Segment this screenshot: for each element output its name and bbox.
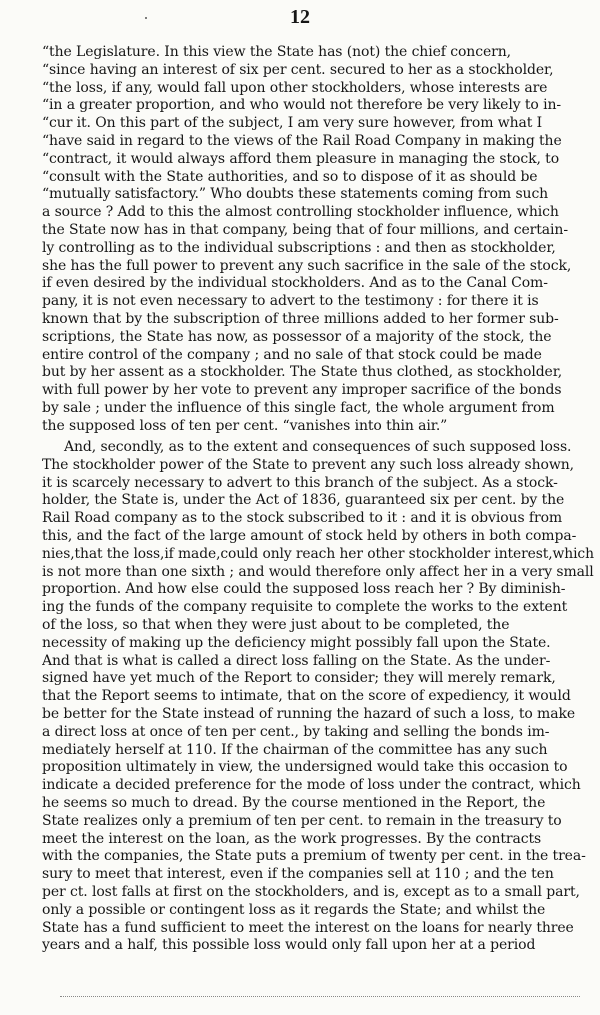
text-line: “mutually satisfactory.” Who doubts these statements coming from such xyxy=(42,186,549,203)
text-line: signed have yet much of the Report to consider; they will merely remark, xyxy=(42,670,556,687)
text-line: be better for the State instead of running the hazard of such a loss, to make xyxy=(42,705,576,722)
text-line: ly controlling as to the individual subscriptions : and then as stockholder, xyxy=(42,239,556,256)
text-line: “since having an interest of six per cent. secured to her as a stockholder, xyxy=(42,61,554,78)
text-line: a direct loss at once of ten per cent., by taking and selling the bonds im- xyxy=(42,723,550,740)
text-line: ing the funds of the company requisite to complete the works to the extent xyxy=(42,599,568,616)
text-line: “consult with the State authorities, and so to dispose of it as should be xyxy=(42,168,538,185)
text-line: the supposed loss of ten per cent. “vanishes into thin air.” xyxy=(42,417,448,434)
text-line: State has a fund sufficient to meet the interest on the loans for nearly three xyxy=(42,919,574,936)
text-line: proportion. And how else could the supposed loss reach her ? By diminish- xyxy=(42,581,566,598)
text-line: sury to meet that interest, even if the companies sell at 110 ; and the ten xyxy=(42,866,554,883)
text-line: if even desired by the individual stockholders. And as to the Canal Com- xyxy=(42,275,548,292)
text-line: mediately herself at 110. If the chairman of the committee has any such xyxy=(42,741,548,758)
text-line: “the Legislature. In this view the State has (not) the chief concern, xyxy=(42,44,511,60)
text-line: this, and the fact of the large amount of stock held by others in both compa- xyxy=(42,527,577,544)
text-line: nies,that the loss,if made,could only reach her other stockholder interest,which xyxy=(42,545,594,562)
text-line: proposition ultimately in view, the undersigned would take this occasion to xyxy=(42,759,568,776)
text-line: per ct. lost falls at first on the stockholders, and is, except as to a small part, xyxy=(42,883,580,900)
text-line: meet the interest on the loan, as the work progresses. By the contracts xyxy=(42,830,542,847)
text-line: but by her assent as a stockholder. The State thus clothed, as stockholder, xyxy=(42,364,563,381)
text-line: “cur it. On this part of the subject, I am very sure however, from what I xyxy=(42,115,543,132)
text-line: known that by the subscription of three millions added to her former sub- xyxy=(42,310,559,327)
text-line: “the loss, if any, would fall upon other stockholders, whose interests are xyxy=(42,79,548,96)
text-line: with full power by her vote to prevent any improper sacrifice of the bonds xyxy=(42,382,562,399)
ink-speck xyxy=(145,17,147,19)
text-line: The stockholder power of the State to prevent any such loss already shown, xyxy=(42,456,574,473)
text-line: it is scarcely necessary to advert to this branch of the subject. As a stock- xyxy=(42,474,558,491)
text-line: he seems so much to dread. By the course mentioned in the Report, the xyxy=(42,794,546,811)
text-line: by sale ; under the influence of this single fact, the whole argument from xyxy=(42,399,555,416)
text-line: she has the full power to prevent any such sacrifice in the sale of the stock, xyxy=(42,257,572,274)
text-line: years and a half, this possible loss would only fall upon her at a period xyxy=(42,937,536,954)
text-line: necessity of making up the deficiency might possibly fall upon the State. xyxy=(42,634,551,651)
page-number: 12 xyxy=(290,6,310,28)
text-line: the State now has in that company, being that of four millions, and certain- xyxy=(42,221,568,238)
text-line: of the loss, so that when they were just about to be completed, the xyxy=(42,616,510,633)
text-line: a source ? Add to this the almost controlling stockholder influence, which xyxy=(42,204,559,221)
text-line: is not more than one sixth ; and would therefore only affect her in a very small xyxy=(42,563,594,580)
text-line: scriptions, the State has now, as possessor of a majority of the stock, the xyxy=(42,328,552,345)
paragraph-1 xyxy=(42,44,600,436)
text-line: Rail Road company as to the stock subscribed to it : and it is obvious from xyxy=(42,510,563,527)
paragraph-2 xyxy=(42,439,600,955)
text-line: And that is what is called a direct loss falling on the State. As the under- xyxy=(42,652,551,669)
text-line: with the companies, the State puts a premium of twenty per cent. in the trea- xyxy=(42,848,586,865)
text-line: And, secondly, as to the extent and consequences of such supposed loss. xyxy=(64,439,572,455)
text-line: “contract, it would always afford them pleasure in managing the stock, to xyxy=(42,150,560,167)
text-line: “in a greater proportion, and who would not therefore be very likely to in- xyxy=(42,97,562,114)
text-line: entire control of the company ; and no sale of that stock could be made xyxy=(42,346,542,363)
text-line: only a possible or contingent loss as it regards the State; and whilst the xyxy=(42,901,546,918)
text-line: “have said in regard to the views of the Rail Road Company in making the xyxy=(42,132,562,149)
page-bottom-edge xyxy=(60,996,580,998)
text-line: indicate a decided preference for the mode of loss under the contract, which xyxy=(42,777,581,794)
text-line: pany, it is not even necessary to advert to the testimony : for there it is xyxy=(42,293,539,310)
text-line: holder, the State is, under the Act of 1836, guaranteed six per cent. by the xyxy=(42,492,565,509)
text-line: that the Report seems to intimate, that on the score of expediency, it would xyxy=(42,688,571,705)
text-line: State realizes only a premium of ten per cent. to remain in the treasury to xyxy=(42,812,562,829)
